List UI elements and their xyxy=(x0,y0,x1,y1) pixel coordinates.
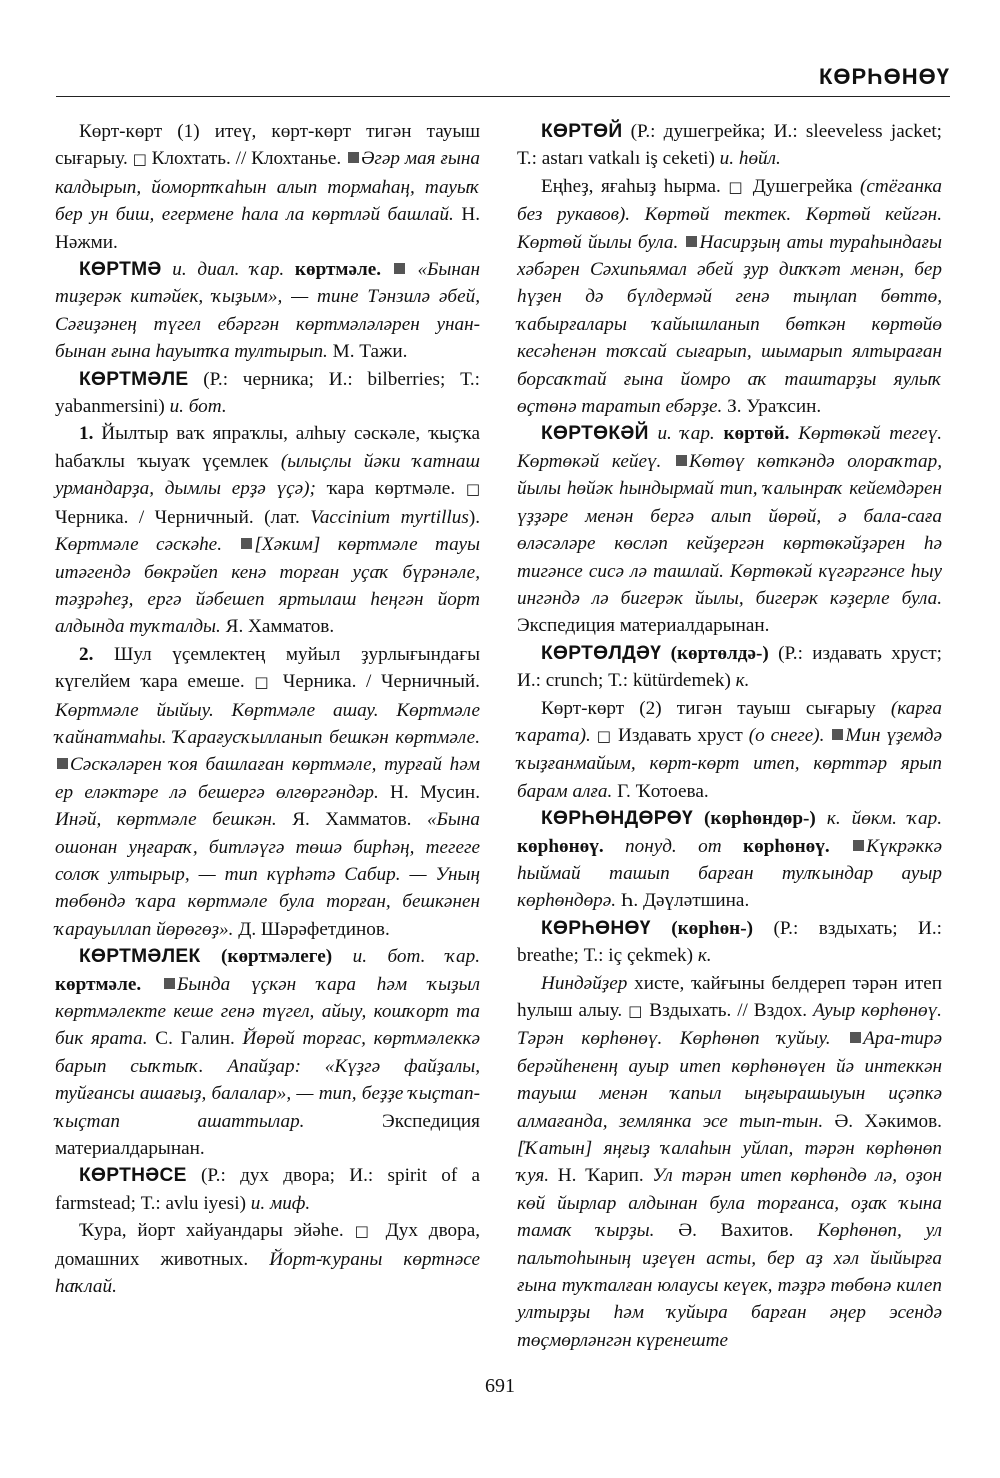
definition: Көрт-көрт (2) тигән тауыш сығарыу (карға ҡарата). □ Издавать хруст (о снеге). Мин үҙемдә ҡыҙғанмайым, көрт-көрт итеп, көрттәр ярып барам алға. Г. Ҡотоева. xyxy=(517,697,943,802)
headword: КӨРҺӨНДӨРӨҮ xyxy=(541,808,693,830)
definition: Еңһеҙ, яғаһыҙ һырма. □ Душегрейка (стёганка без рукавов). Көртөй тектек. Көртөй кейгән. Көртөй йылы була. Насирҙың аты тураһындағы хәбәрен Сәхипьямал әбей ҙур диҡҡәт менән, бер һүҙен дә бүлдермәй генә тыңлап бөттө, ҡабырғалары ҡайышланып бөткән көртөйө кесәһенән тоҡсай сығарып, шымарып ялтыраған борсаҡтай ғына йомро аҡ таштарҙы яулыҡ өҫтөнә таратып ебәрҙе. З. Ураҡсин. xyxy=(517,175,942,418)
page-header xyxy=(56,58,950,97)
headword: КӨРТМӘЛЕК xyxy=(79,946,201,968)
entry-kortokay: КӨРТӨКӘЙ и. ҡар. көртөй. Көртөкәй тегеү. Көртөкәй кейеү. Көтөү көткәндә олораҡтар, йылы һөйәк һындырмай тип, ҡалынраҡ кейемдәрен үҙҙәре менән бергә алып йөрөй, ә бала-саға өләсәләре көсләп кейҙергән көртөкәйҙәрен һә тигәнсе сисә лә ташлай. Көртөкәй күгәргәнсе һыу ингәндә лә бигерәк йылы, бигерәк кәҙерле була. Экспедиция материалдарынан. xyxy=(517,423,942,637)
white-square-icon: □ xyxy=(465,480,480,499)
page-number: 691 xyxy=(485,1375,515,1397)
white-square-icon: □ xyxy=(596,726,613,745)
white-square-icon: □ xyxy=(728,177,746,196)
entry-kortnese: КӨРТНӘСЕ (Р.: дух двора; И.: spirit of a farmstead; Т.: avlu iyesi) и. миф. xyxy=(55,1165,480,1214)
entry-kortoldeu: КӨРТӨЛДӘҮ (көртөлдә-) (Р.: издавать хруст; И.: crunch; Т.: kütürdemek) к. xyxy=(517,642,942,692)
right-column xyxy=(517,118,942,1354)
entry-kortme: КӨРТМӘ и. диал. ҡар. көртмәле. «Бынан тиҙерәк китәйек, ҡыҙым», — тине Тәнзилә әбей, Сәғиҙәнең түгел ебәргән көртмәләләрен унан-бынан ғына һауытҡа тултырып. М. Тажи. xyxy=(55,259,480,363)
sense-2: 2. Шул үҫемлектең муйыл ҙурлығындағы күгелйем ҡара емеше. □ Черника. / Черничный. Көртмәле йыйыу. Көртмәле ашау. Көртмәле ҡайнатмаһы. Ҡарағусҡылланып бешкән көртмәле. Сәскәләрен ҡоя башлаған көртмәле, турғай һәм ер еләктәре лә бешергә өлгөргәндәр. Н. Мусин. Инәй, көртмәле бешкән. Я. Хамматов. «Бына ошонан уңғараҡ, битләүгә төшә бирһәң, тегеге солоҡ ултырыр, — тип күрһәтә Сабир. — Уның төбөндә ҡара көртмәле була торған, бешкәнен ҡарауыллап йөрөгөҙ». Д. Шәрәфетдинов. xyxy=(55,643,480,940)
square-bullet-icon xyxy=(348,152,359,163)
entry-kortmele: КӨРТМӘЛЕ (Р.: черника; И.: bilberries; Т.: yabanmersini) и. бот. xyxy=(55,368,480,418)
square-bullet-icon xyxy=(394,263,405,274)
headword: КӨРТМӘЛЕ xyxy=(79,368,189,390)
headword: КӨРТӨЙ xyxy=(541,121,623,142)
entry-kort-kort-continued: Көрт-көрт (1) итеү, көрт-көрт тигән тауыш сығарыу. □ Клохтать. // Клохтанье. Әгәр мая ғына калдырып, йомортҡаһын алып тормаһаң, тауыҡ бер ун биш, егермене һала ла көртләй башлай. Н. Нәжми. xyxy=(55,121,481,253)
square-bullet-icon xyxy=(832,729,843,740)
square-bullet-icon xyxy=(676,455,687,466)
headword: КӨРТӨКӘЙ xyxy=(541,423,649,445)
headword: КӨРҺӨНӨҮ xyxy=(541,917,651,939)
left-column xyxy=(55,118,480,1300)
square-bullet-icon xyxy=(164,978,175,989)
white-square-icon: □ xyxy=(254,673,274,692)
entry-kortoy: КӨРТӨЙ (Р.: душегрейка; И.: sleeveless jacket; Т.: astarı vatkalı iş ceketi) и. һөйл. xyxy=(517,121,942,170)
definition: Ниндәйҙер хисте, ҡайғыны белдереп тәрән итеп һулыш алыу. □ Вздыхать. // Вздох. Ауыр көрһөнөү. Тәрән көрһөнөү. Көрһөнөп ҡуйыу. Ара-тирә берәйһененң ауыр итеп көрһөнөүен йә интеккән тауыш менән ҡапыл ыңғырашыуын иҫәпкә алмағанда, землянка эсе тып-тын. Ә. Хәкимов. [Ҡатын] яңғыҙ ҡалаһын уйлап, тәрән көрһөнөп ҡуя. Н. Ҡарип. Ул тәрән итеп көрһөндө лә, оҙон көй йырлар алдынан була торғанса, оҙаҡ ҡына тамаҡ ҡырҙы. Ә. Вахитов. Көрһөнөп, ул пальтоһының иҙеүен асты, бер аҙ хәл йыйырға ғына туҡталған юлаусы кеүек, тәҙрә төбөнә килеп ултырҙы һәм ҡуйыра барған әңер эсендә төҫмөрләнгән күренеште xyxy=(517,972,942,1351)
square-bullet-icon xyxy=(57,758,68,769)
square-bullet-icon xyxy=(686,236,697,247)
headword: КӨРТНӘСЕ xyxy=(79,1165,187,1187)
definition: Ҡура, йорт хайуандары эйәһе. □ Дух двора, домашних животных. Йорт-ҡураны көртнәсе һаҡлай. xyxy=(55,1220,481,1298)
entry-kortmelek: КӨРТМӘЛЕК (көртмәлеге) и. бот. ҡар. көртмәле. Бында үҫкән ҡара һәм ҡыҙыл көртмәлекте кеше генә түгел, айыу, кошҡорт та бик ярата. С. Галин. Йөрөй торғас, көртмәлеккә барып сыҡтыҡ. Апайҙар: «Күҙгә файҙалы, туйғансы ашағыҙ, балалар», — тип, беҙҙе ҡыҫтап-ҡыҫтап ашаттылар. Экспедиция материалдарынан. xyxy=(55,946,481,1160)
square-bullet-icon xyxy=(853,840,864,851)
square-bullet-icon xyxy=(850,1032,861,1043)
entry-korhondoroy: КӨРҺӨНДӨРӨҮ (көрһөндөр-) к. йөкм. ҡар. көрһөнөү. понуд. от көрһөнөү. Күкрәккә һыймай ташып барған тулҡындар ауыр көрһөндөрә. Һ. Дәүләтшина. xyxy=(517,808,942,912)
running-head: КӨРҺӨНӨҮ xyxy=(818,64,950,89)
white-square-icon: □ xyxy=(354,1222,375,1241)
square-bullet-icon xyxy=(241,538,252,549)
headword: КӨРТӨЛДӘҮ xyxy=(541,642,662,664)
entry-korhonoy: КӨРҺӨНӨҮ (көрһөн-) (Р.: вздыхать; И.: breathe; Т.: iç çekmek) к. xyxy=(517,917,942,967)
white-square-icon: □ xyxy=(628,1002,644,1020)
headword: КӨРТМӘ xyxy=(79,259,162,281)
sense-1: 1. Йылтыр ваҡ япраҡлы, алһыу сәскәле, ҡыҫҡа һабаҡлы ҡыуаҡ үҫемлек (ылыҫлы йәки ҡатнаш урмандарҙа, дымлы ерҙә үҫә); ҡара көртмәле. □ Черника. / Черничный. (лат. Vaccinium myrtillus). Көртмәле сәскәһе. [Хәким] көртмәле тауы итәгендә бөкрәйеп кенә торған уҫаҡ бүрәнәле, тәҙрәһеҙ, ергә йәбешеп яртылаш һеңгән йорт алдында туҡталды. Я. Хамматов. xyxy=(55,423,480,638)
white-square-icon: □ xyxy=(132,150,147,169)
